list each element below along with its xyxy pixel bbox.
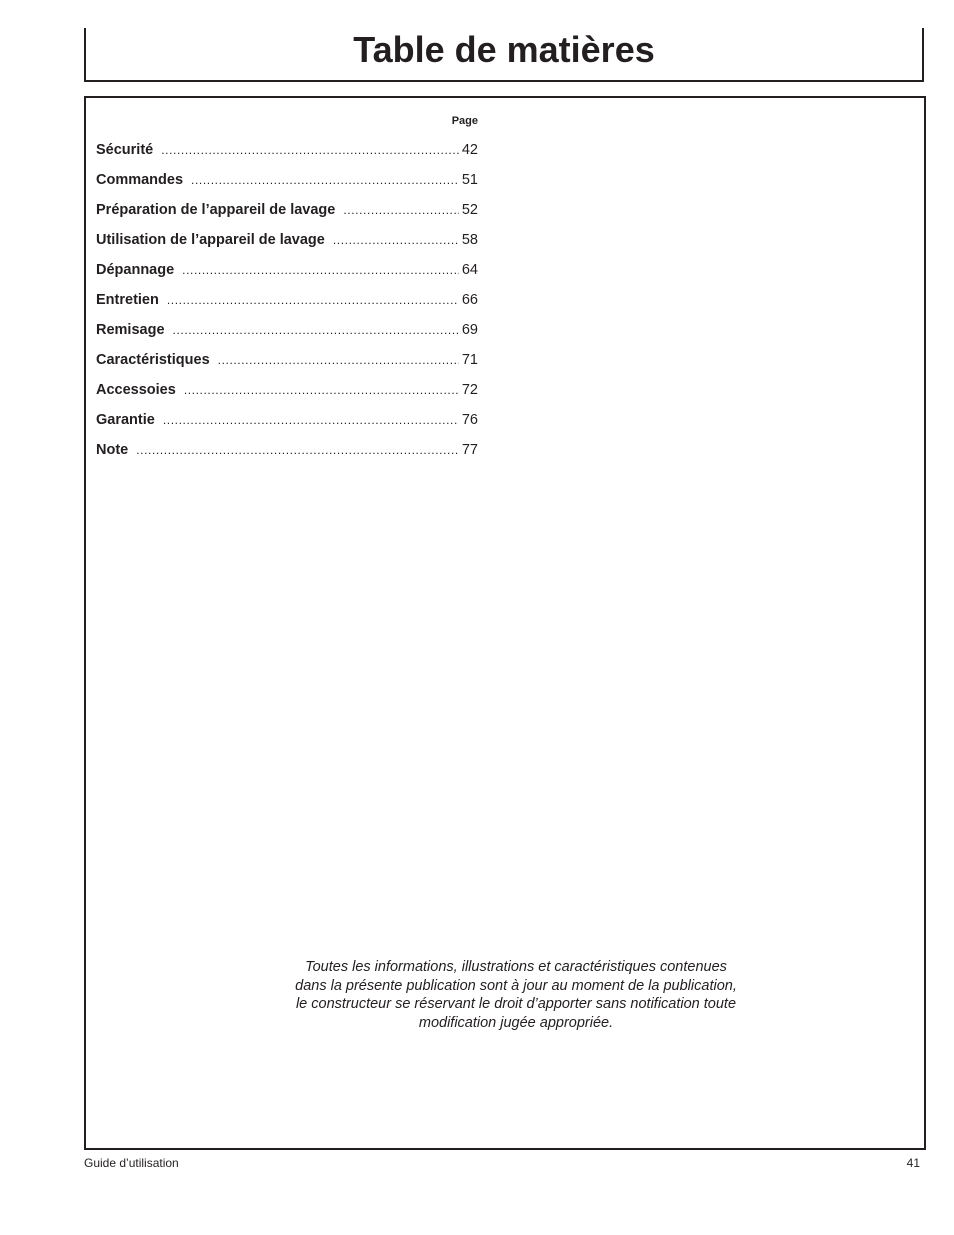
title-box — [84, 28, 924, 82]
table-of-contents — [96, 114, 478, 472]
toc-entry[interactable] — [96, 262, 478, 292]
content-box — [84, 96, 926, 1150]
toc-entry-page: 76 — [461, 412, 478, 428]
toc-entry-page: 42 — [461, 142, 478, 158]
footer-document-name: Guide d’utilisation — [84, 1156, 179, 1170]
footer-page-number: 41 — [906, 1156, 920, 1170]
toc-leader-dots — [333, 232, 459, 248]
toc-entry-title: Préparation de l’appareil de lavage — [96, 202, 336, 218]
toc-entry-title: Accessoies — [96, 382, 176, 398]
toc-entry-page: 51 — [461, 172, 478, 188]
toc-entry-page: 66 — [461, 292, 478, 308]
toc-entry-page: 52 — [461, 202, 478, 218]
page-column-header: Page — [451, 115, 478, 127]
toc-leader-dots — [173, 322, 459, 338]
toc-entry-page: 64 — [461, 262, 478, 278]
toc-entry[interactable] — [96, 232, 478, 262]
toc-leader-dots — [163, 412, 459, 428]
toc-leader-dots — [218, 352, 459, 368]
toc-leader-dots — [161, 142, 459, 158]
toc-entry-title: Commandes — [96, 172, 184, 188]
toc-entry-page: 77 — [461, 442, 478, 458]
toc-entry-page: 72 — [461, 382, 478, 398]
toc-entry-title: Garantie — [96, 412, 155, 428]
toc-entry-title: Sécurité — [96, 142, 154, 158]
toc-leader-dots — [182, 262, 459, 278]
toc-entry[interactable] — [96, 412, 478, 442]
toc-leader-dots — [184, 382, 459, 398]
toc-entry-title: Dépannage — [96, 262, 175, 278]
disclaimer-line: Toutes les informations, illustrations et caractéristiques contenues — [305, 959, 727, 975]
toc-entry[interactable] — [96, 352, 478, 382]
disclaimer-line: le constructeur se réservant le droit d’apporter sans notification toute — [295, 996, 737, 1012]
toc-leader-dots — [167, 292, 459, 308]
toc-leader-dots — [136, 442, 459, 458]
toc-entry-page: 69 — [461, 322, 478, 338]
toc-entry[interactable] — [96, 382, 478, 412]
toc-entry-title: Caractéristiques — [96, 352, 210, 368]
disclaimer-line: modification jugée appropriée. — [418, 1014, 614, 1031]
disclaimer-notice — [266, 958, 766, 1032]
toc-entry-title: Entretien — [96, 292, 159, 308]
toc-entry[interactable] — [96, 442, 478, 472]
toc-entry[interactable] — [96, 142, 478, 172]
disclaimer-line: dans la présente publication sont à jour au moment de la publication, — [295, 977, 737, 994]
toc-entry[interactable] — [96, 202, 478, 232]
page-title: Table de matières — [353, 29, 655, 70]
toc-entry-title: Remisage — [96, 322, 165, 338]
toc-entry-page: 71 — [461, 352, 478, 368]
toc-entry[interactable] — [96, 292, 478, 322]
toc-entry-page: 58 — [461, 232, 478, 248]
toc-leader-dots — [343, 202, 459, 218]
toc-entry[interactable] — [96, 172, 478, 202]
toc-leader-dots — [191, 172, 459, 188]
toc-entry-title: Utilisation de l’appareil de lavage — [96, 232, 325, 248]
toc-entry[interactable] — [96, 322, 478, 352]
toc-entry-title: Note — [96, 442, 129, 458]
